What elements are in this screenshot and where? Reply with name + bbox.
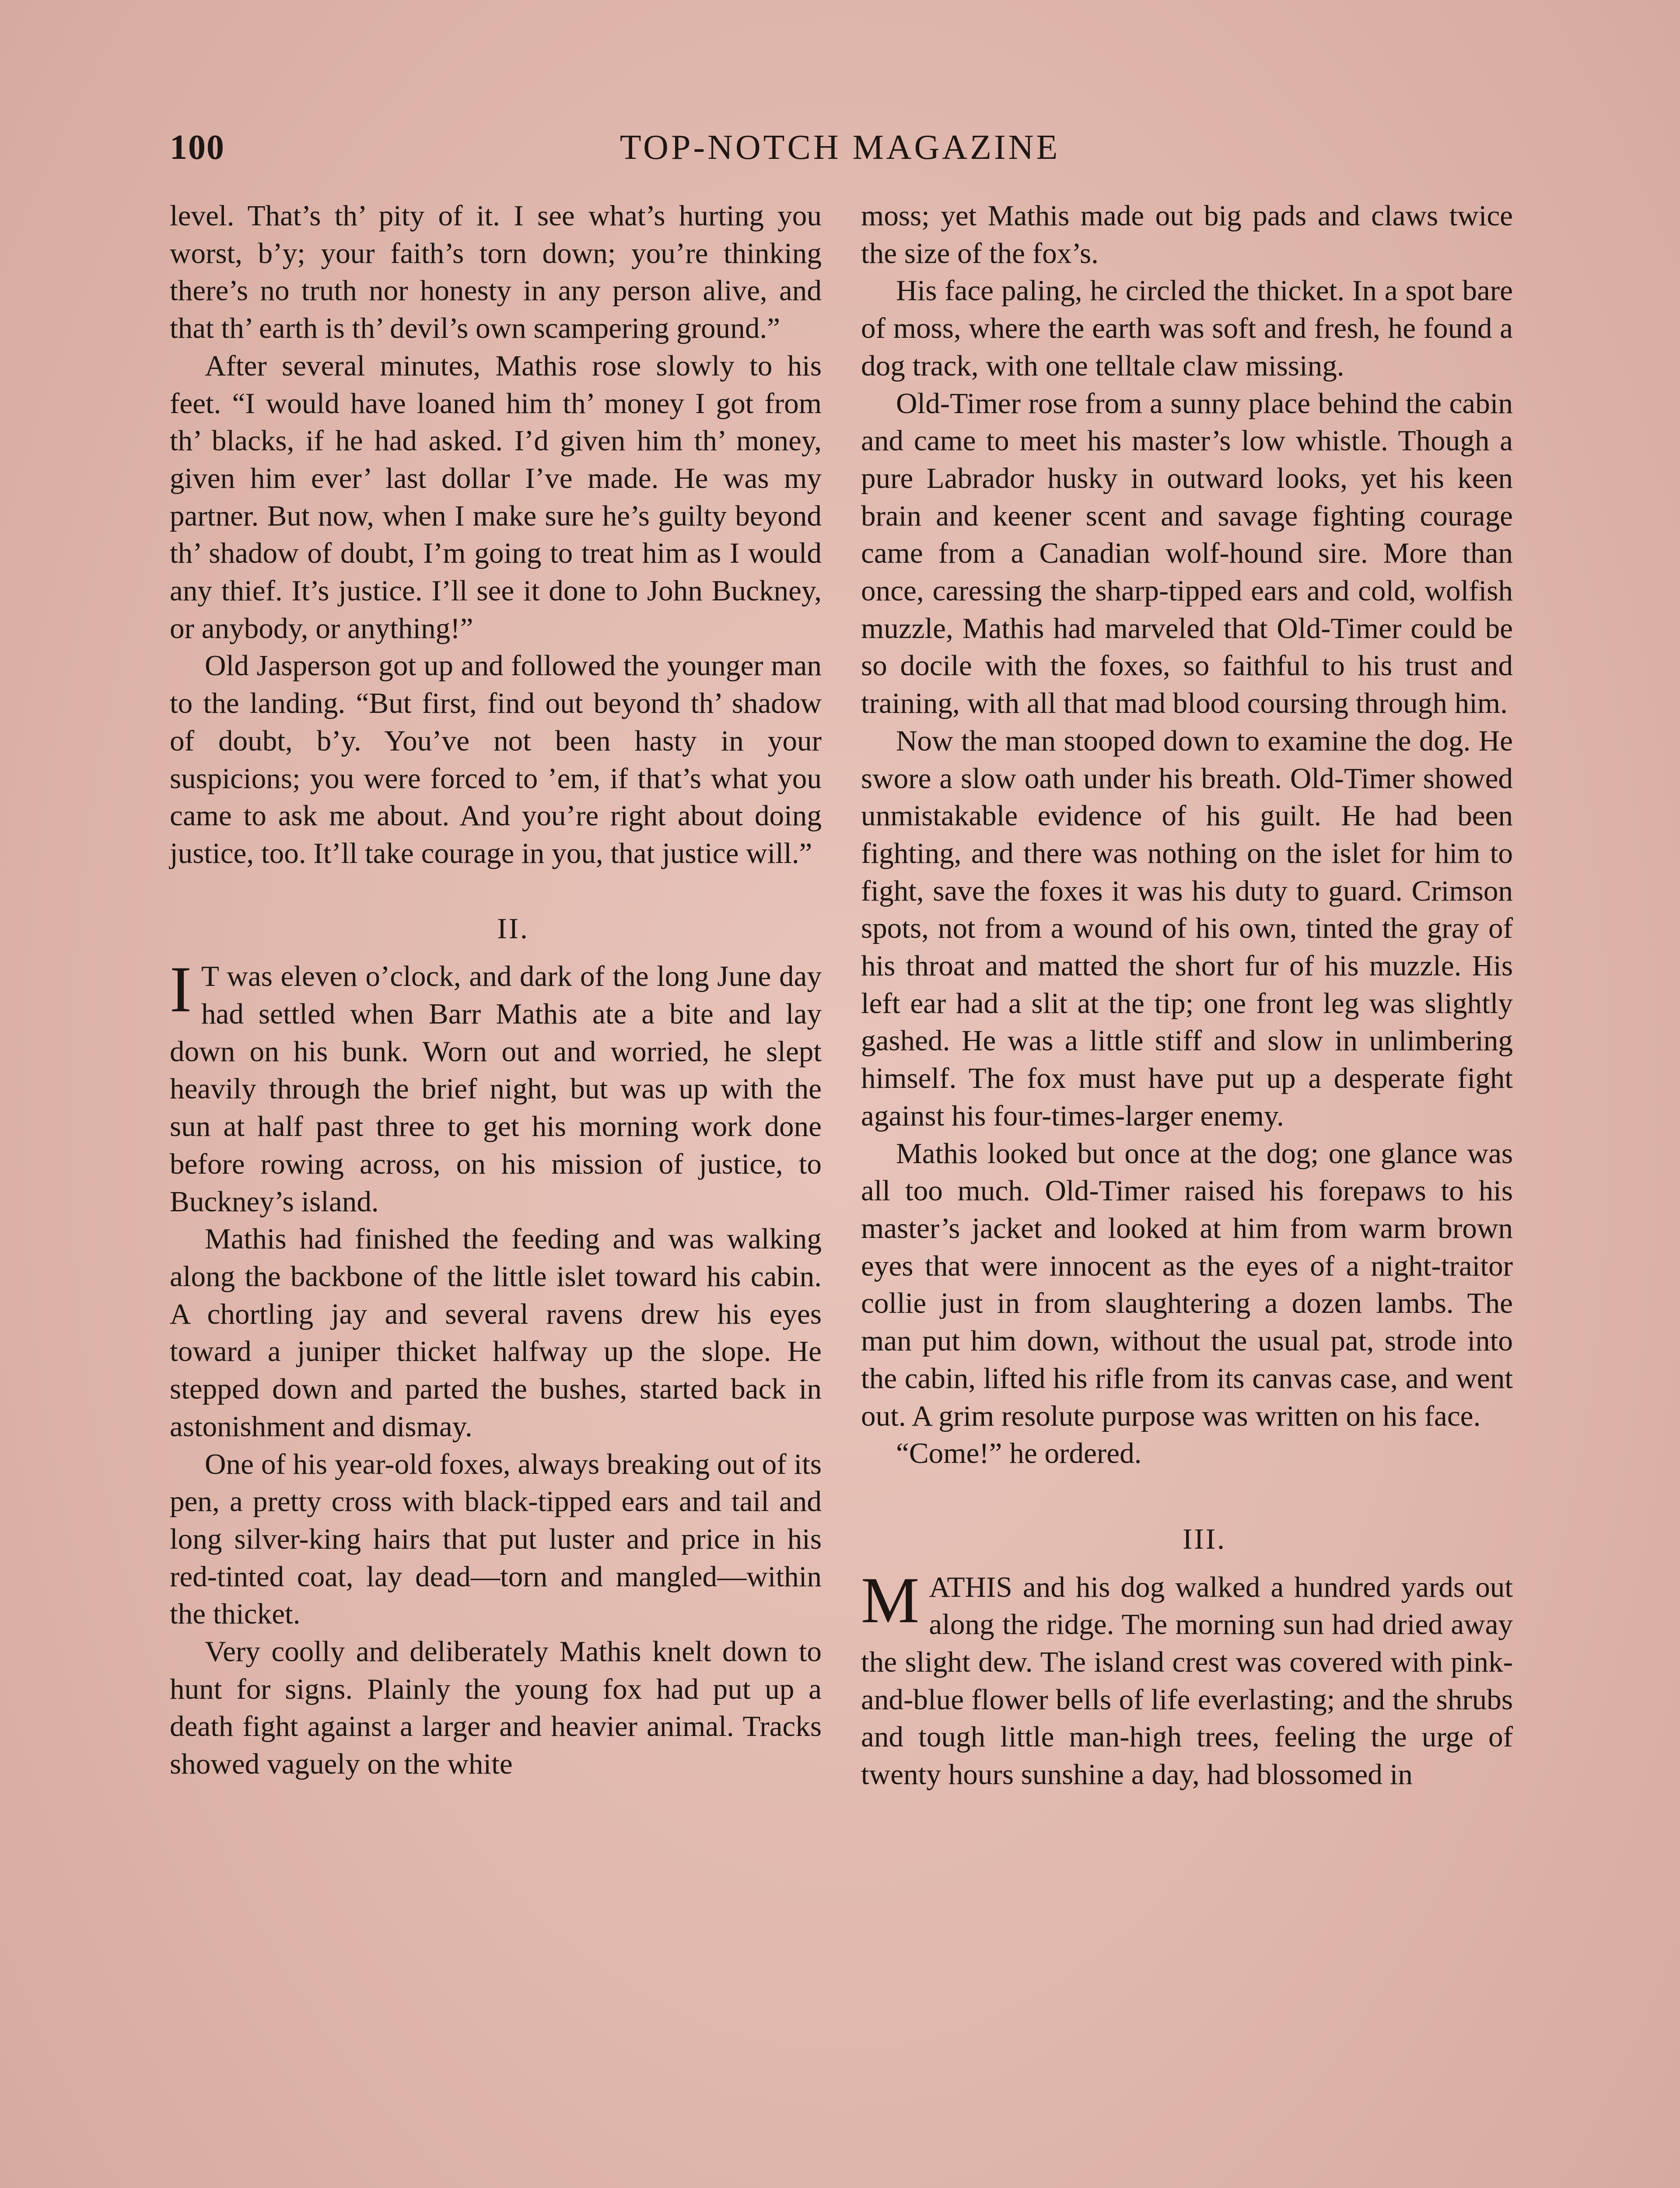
paragraph: moss; yet Mathis made out big pads and claws twice the size of the fox’s. (861, 199, 1513, 270)
paragraph: Mathis had finished the feeding and was walking along the backbone of the little islet toward his cabin. A chortling jay and several ravens drew his eyes toward a juniper thicket halfway up the slope. He stepped down and parted the bushes, started back in astonishment and dismay. (170, 1222, 822, 1443)
page-header (166, 123, 1514, 180)
drop-cap: I (170, 953, 192, 1026)
paragraph: Old-Timer rose from a sunny place behind the cabin and came to meet his master’s low whistle. Though a pure Labrador husky in outward looks, yet his keen brain and keener scent and savage fighting courage came from a Canadian wolf-hound sire. More than once, caressing the sharp-tipped ears and cold, wolfish muzzle, Mathis had marveled that Old-Timer could be so docile with the foxes, so faithful to his trust and training, with all that mad blood coursing through him. (861, 386, 1513, 720)
paragraph: One of his year-old foxes, always breaking out of its pen, a pretty cross with black-tipped ears and tail and long silver-king hairs that put luster and price in his red-tinted coat, lay dead—torn and mangled—within the thicket. (170, 1447, 822, 1630)
right-column (861, 197, 1513, 1793)
paragraph-text: T was eleven o’clock, and dark of the long June day had settled when Barr Mathis ate a bite and lay down on his bunk. Worn out and worried, he slept heavily through the brief night, but was up with the sun at half past three to get his morning work done before rowing across, on his mission of justice, to Buckney’s island. (170, 960, 822, 1218)
paragraph: Now the man stooped down to examine the dog. He swore a slow oath under his breath. Old-Timer showed unmistakable evidence of his guilt. He had been fighting, and there was nothing on the islet for him to fight, save the foxes it was his duty to guard. Crimson spots, not from a wound of his own, tinted the gray of his throat and matted the short fur of his muzzle. His left ear had a slit at the tip; one front leg was slightly gashed. He was a little stiff and slow in unlimbering himself. The fox must have put up a desperate fight against his four-times-larger enemy. (861, 724, 1513, 1132)
paragraph-text: ATHIS and his dog walked a hundred yards out along the ridge. The morning sun had dried away the slight dew. The island crest was covered with pink-and-blue flower bells of life everlasting; and the shrubs and tough little man-high trees, feeling the urge of twenty hours sunshine a day, had blossomed in (861, 1570, 1513, 1791)
paragraph-dropcap (170, 953, 822, 1220)
paragraph: level. That’s th’ pity of it. I see what’s hurting you worst, b’y; your faith’s torn down; you’re thinking there’s no truth nor honesty in any person alive, and that th’ earth is th’ devil’s own scampering ground.” (170, 199, 822, 345)
paragraph: His face paling, he circled the thicket. In a spot bare of moss, where the earth was soft and fresh, he found a dog track, with one telltale claw missing. (861, 274, 1513, 382)
section-heading-2: II. (497, 912, 529, 945)
paragraph-dropcap (861, 1564, 1513, 1793)
paragraph: Mathis looked but once at the dog; one glance was all too much. Old-Timer raised his forepaws to his master’s jacket and looked at him from warm brown eyes that were innocent as the eyes of a night-traitor collie just in from slaughtering a dozen lambs. The man put him down, without the usual pat, strode into the cabin, lifted his rifle from its canvas case, and went out. A grim resolute purpose was written on his face. (861, 1136, 1513, 1432)
paragraph: Very coolly and deliberately Mathis knelt down to hunt for signs. Plainly the young fox had put up a death fight against a larger and heavier animal. Tracks showed vaguely on the white (170, 1635, 822, 1781)
paragraph: Old Jasperson got up and followed the younger man to the landing. “But first, find out beyond th’ shadow of doubt, b’y. You’ve not been hasty in your suspicions; you were forced to ’em, if that’s what you came to ask me about. And you’re right about doing justice, too. It’ll take courage in you, that justice will.” (170, 649, 822, 870)
paragraph: After several minutes, Mathis rose slowly to his feet. “I would have loaned him th’ money I got from th’ blacks, if he had asked. I’d given him th’ money, given him ever’ last dollar I’ve made. He was my partner. But now, when I make sure he’s guilty beyond th’ shadow of doubt, I’m going to treat him as I would any thief. It’s justice. I’ll see it done to John Buckney, or anybody, or anything!” (170, 349, 822, 645)
drop-cap: M (861, 1564, 920, 1637)
page-number: 100 (170, 128, 225, 167)
left-column (170, 197, 822, 1783)
running-head-title: TOP-NOTCH MAGAZINE (620, 128, 1060, 167)
paragraph: “Come!” he ordered. (896, 1437, 1142, 1470)
section-heading-3: III. (1183, 1522, 1226, 1555)
